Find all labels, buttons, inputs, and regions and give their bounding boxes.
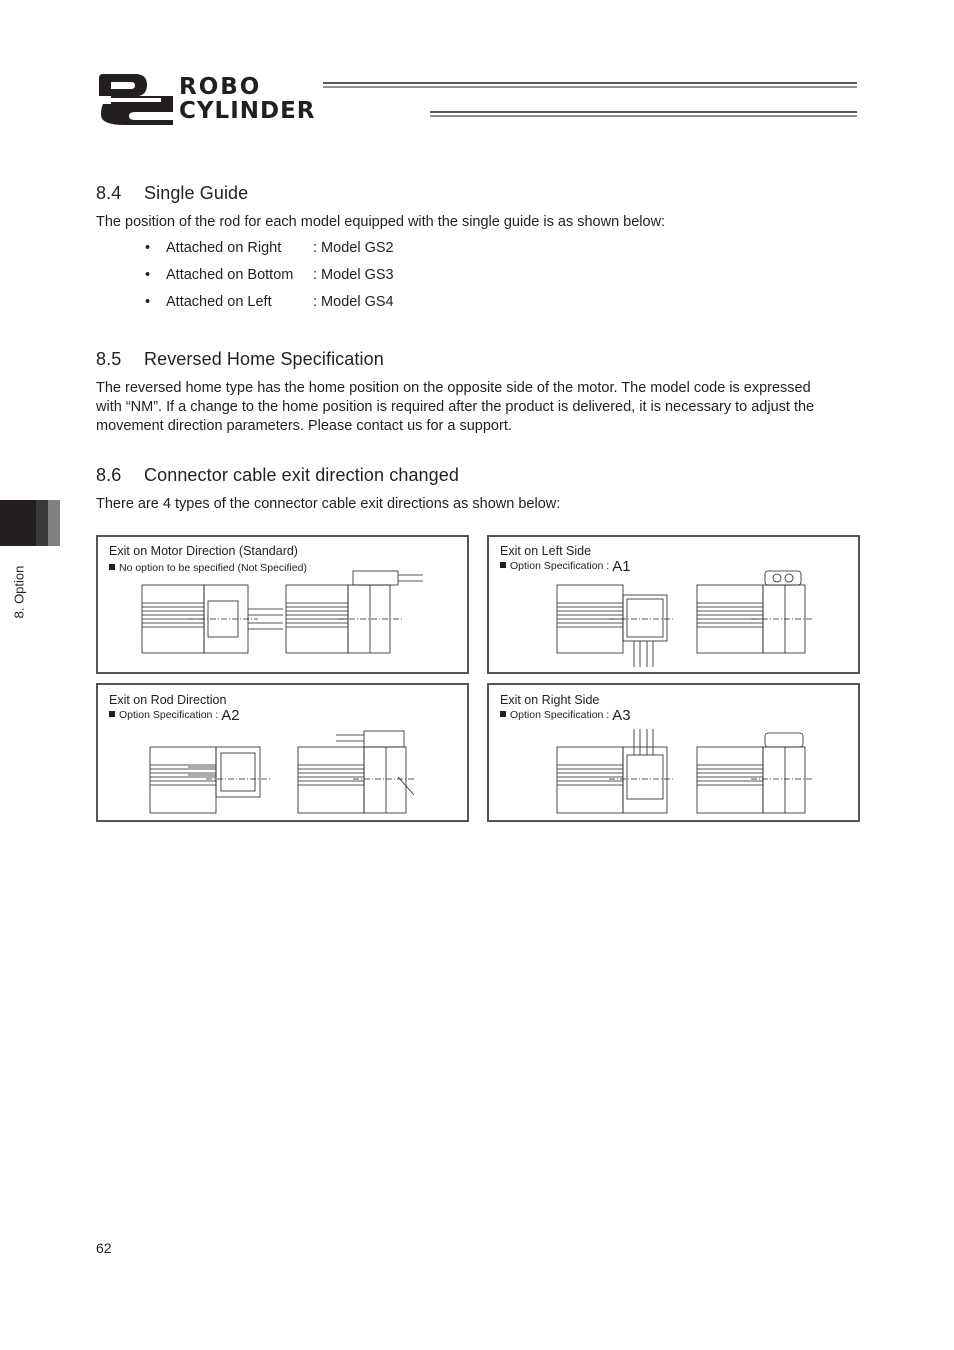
panel-exit-motor-direction <box>96 535 469 674</box>
section-8-6-heading: 8.6 Connector cable exit direction changed <box>96 465 459 485</box>
square-bullet-icon <box>109 564 115 570</box>
section-8-4-intro: The position of the rod for each model equipped with the single guide is as shown below: <box>96 214 666 230</box>
panel-title: Exit on Rod Direction <box>109 693 227 707</box>
square-bullet-icon <box>500 711 506 717</box>
side-tab-block <box>0 500 36 546</box>
panel-option-note: No option to be specified (Not Specified) <box>109 562 307 574</box>
panel-exit-right-side <box>487 683 860 822</box>
list-item: • Attached on Right : Model GS2 <box>145 240 394 256</box>
panel-option-note: Option Specification : A3 <box>500 707 631 724</box>
chapter-side-label: 8. Option <box>11 565 27 619</box>
svg-text:CYLINDER: CYLINDER <box>179 98 316 124</box>
square-bullet-icon <box>500 562 506 568</box>
page-number: 62 <box>96 1240 112 1256</box>
panel-option-note: Option Specification : A2 <box>109 707 240 724</box>
side-tab-block <box>36 500 48 546</box>
svg-text:ROBO: ROBO <box>179 74 262 100</box>
section-8-6-intro: There are 4 types of the connector cable exit directions as shown below: <box>96 496 561 512</box>
section-8-5-heading: 8.5 Reversed Home Specification <box>96 349 384 369</box>
square-bullet-icon <box>109 711 115 717</box>
panel-title: Exit on Motor Direction (Standard) <box>109 544 298 558</box>
panel-exit-rod-direction <box>96 683 469 822</box>
panel-exit-left-side <box>487 535 860 674</box>
robo-cylinder-logo <box>95 72 860 128</box>
panel-title: Exit on Left Side <box>500 544 592 558</box>
list-item: • Attached on Left : Model GS4 <box>145 294 394 310</box>
section-8-5-body: The reversed home type has the home position on the opposite side of the motor. The model code is expressed with “NM”. If a change to the home position is required after the product is delivered, it is necessary to adjust the movement direction parameters. Please contact us for a support. <box>96 380 815 434</box>
panel-option-note: Option Specification : A1 <box>500 558 631 575</box>
side-tab-block <box>48 500 60 546</box>
list-item: • Attached on Bottom : Model GS3 <box>145 267 394 283</box>
section-8-4-heading: 8.4 Single Guide <box>96 183 249 203</box>
panel-title: Exit on Right Side <box>500 693 600 707</box>
